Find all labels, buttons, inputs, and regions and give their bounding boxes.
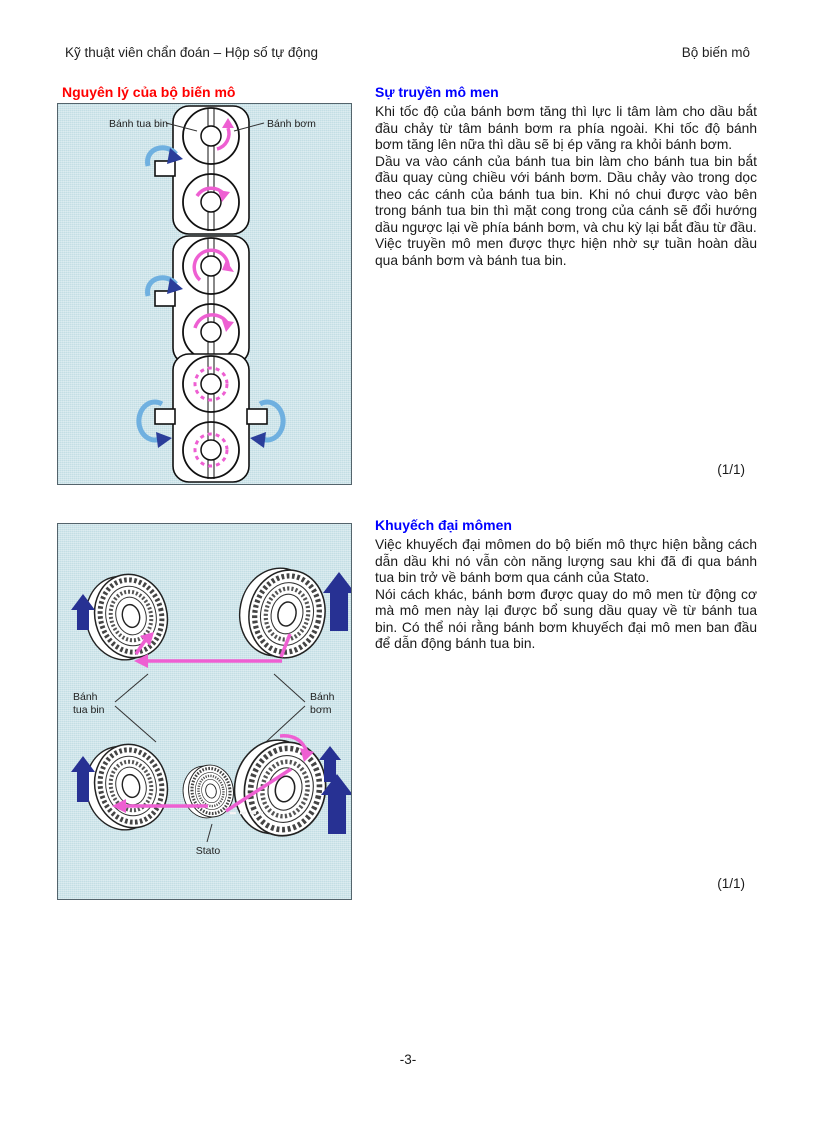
- header-left-title: Kỹ thuật viên chẩn đoán – Hộp số tự động: [65, 45, 318, 60]
- pump-wheel-bottom: [226, 733, 334, 844]
- figure2-drawing: [58, 524, 351, 899]
- header-right-title: Bộ biến mô: [681, 45, 750, 60]
- section-torque-amplification: [375, 517, 757, 653]
- section2-page-marker: (1/1): [717, 876, 745, 891]
- figure-torque-converter-sections: [57, 103, 352, 485]
- turbine-wheel-bottom: [77, 737, 176, 838]
- figure2-pump-label-1: Bánh: [310, 691, 335, 703]
- figure-torque-amplification: [57, 523, 352, 900]
- section-torque-transmission: [375, 84, 757, 269]
- figure1-turbine-label: Bánh tua bin: [109, 118, 168, 130]
- section1-paragraph-1: Khi tốc độ của bánh bơm tăng thì lực li tâm làm cho dầu bắt đầu chảy từ tâm bánh bơm ra phía ngoài. Khi tốc độ bánh bơm tăng lên nữa thì dầu sẽ bị ép văng ra khỏi bánh bơm.: [375, 104, 757, 153]
- converter-section-3: [139, 354, 283, 482]
- converter-section-2: [148, 236, 249, 364]
- up-arrow-icon: [323, 572, 351, 631]
- section1-page-marker: (1/1): [717, 462, 745, 477]
- section1-paragraph-2: Dầu va vào cánh của bánh tua bin làm cho bánh tua bin bắt đầu quay cùng chiều với bánh bơm. Dầu chảy vào trong dọc theo các cánh của bánh tua bin. Khi nó chui được vào bên trong bánh tua bin thì mặt cong trong của cánh sẽ đổi hướng dầu ngược lại về phía bánh bơm, và chu kỳ lại bắt đầu từ đầu.: [375, 153, 757, 235]
- page-number: -3-: [399, 1052, 417, 1067]
- section2-paragraph-2: Nói cách khác, bánh bơm được quay do mô men từ động cơ mà mô men này lại được bổ sung dầu quay về từ bánh tua bin. Có thể nói rằng bánh bơm khuyếch đại mô men ban đầu để dẫn động bánh tua bin.: [375, 586, 757, 652]
- section1-paragraph-3: Việc truyền mô men được thực hiện nhờ sự tuần hoàn dầu qua bánh bơm và bánh tua bin.: [375, 236, 757, 268]
- turbine-wheel-top: [77, 567, 176, 668]
- section2-heading: Khuyếch đại mômen: [375, 517, 512, 533]
- rotation-arrowhead-icon: [250, 432, 266, 448]
- rotation-arrowhead-icon: [156, 432, 172, 448]
- figure1-pump-label: Bánh bơm: [267, 118, 316, 130]
- figure2-stator-label: Stato: [195, 845, 221, 857]
- section1-heading: Sự truyền mô men: [375, 84, 499, 100]
- figure1-drawing: [58, 104, 351, 484]
- figure2-turbine-label-1: Bánh: [73, 691, 98, 703]
- figure2-pump-label-2: bơm: [310, 704, 332, 716]
- figure2-turbine-label-2: tua bin: [73, 704, 105, 716]
- stator-wheel: [179, 761, 238, 821]
- section2-paragraph-1: Việc khuyếch đại mômen do bộ biến mô thực hiện bằng cách dẫn dầu khi nó vẫn còn năng lượng sau khi đã đi qua bánh tua bin trở về bánh bơm qua cánh của Stato.: [375, 537, 757, 586]
- left-section-heading: Nguyên lý của bộ biến mô: [62, 84, 236, 100]
